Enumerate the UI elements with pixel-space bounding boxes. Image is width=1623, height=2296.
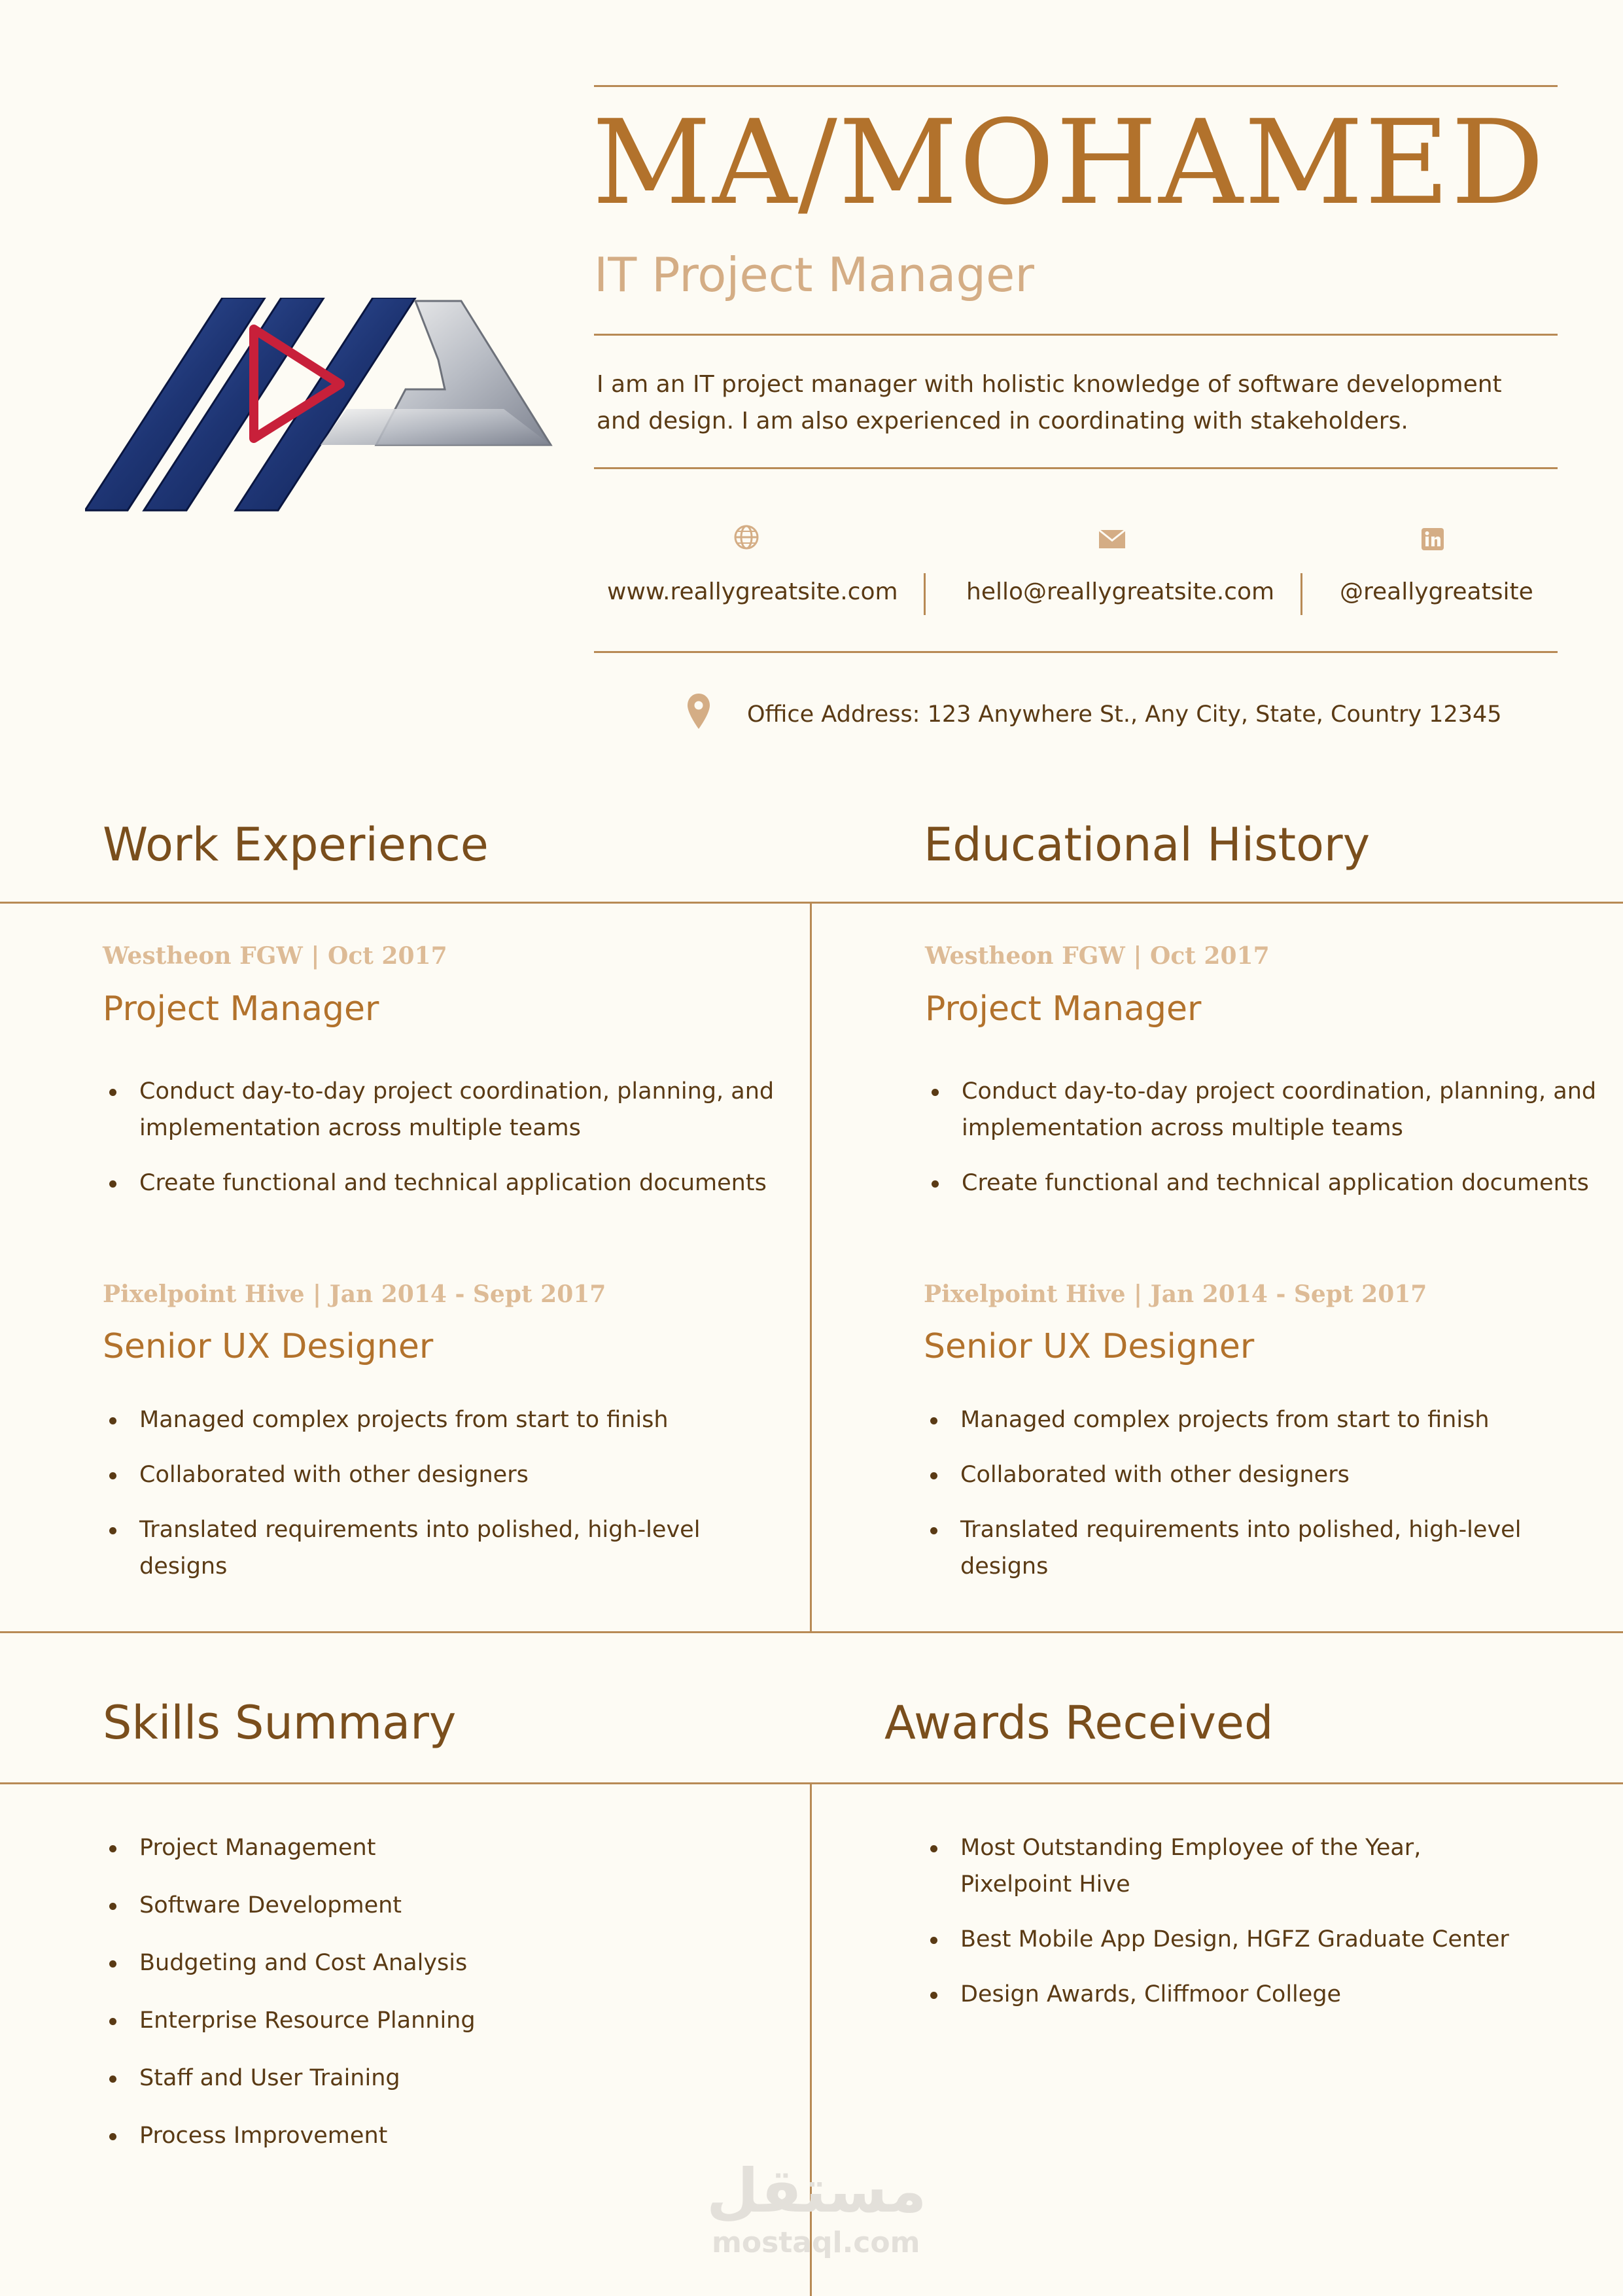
list-item: Software Development (139, 1887, 787, 1924)
mail-icon (1098, 529, 1126, 550)
profile-summary: I am an IT project manager with holistic knowledge of software development and design. I am also experienced in coordinating with stakeholders. (597, 371, 1502, 434)
candidate-role: IT Project Manager (594, 247, 1034, 302)
list-item: Enterprise Resource Planning (139, 2002, 787, 2039)
list-item: Create functional and technical application documents (139, 1165, 787, 1201)
educational-history-title: Educational History (924, 818, 1370, 872)
work-job-1-bullets (103, 1073, 787, 1220)
list-item: Conduct day-to-day project coordination, planning, and implementation across multiple teams (962, 1073, 1609, 1146)
edu-entry-1-role: Project Manager (925, 989, 1202, 1029)
logo (85, 298, 556, 517)
list-item: Collaborated with other designers (960, 1457, 1608, 1493)
list-item: Collaborated with other designers (139, 1457, 787, 1493)
header-rule-2 (594, 334, 1558, 336)
edu-entry-2-role: Senior UX Designer (924, 1327, 1255, 1366)
column-divider-top (810, 902, 812, 1633)
candidate-name: MA/MOHAMED (592, 95, 1546, 230)
list-item: Design Awards, Cliffmoor College (960, 1976, 1536, 2013)
list-item: Managed complex projects from start to finish (960, 1402, 1608, 1438)
edu-entry-2-bullets (924, 1402, 1608, 1603)
office-address: Office Address: 123 Anywhere St., Any City, State, Country 12345 (747, 701, 1502, 728)
location-pin-icon (686, 692, 712, 730)
globe-icon (733, 523, 760, 551)
list-item: Most Outstanding Employee of the Year, Pixelpoint Hive (960, 1829, 1536, 1903)
email-link[interactable]: hello@reallygreatsite.com (966, 578, 1275, 605)
work-job-2-bullets (103, 1402, 787, 1603)
edu-entry-1-bullets (925, 1073, 1609, 1220)
social-handle-link[interactable]: @reallygreatsite (1340, 578, 1533, 605)
work-job-1-org: Westheon FGW | Oct 2017 (103, 942, 447, 970)
awards-received-title: Awards Received (884, 1696, 1274, 1750)
list-item: Create functional and technical application documents (962, 1165, 1609, 1201)
skills-summary-title: Skills Summary (103, 1696, 457, 1750)
watermark-latin: mostaql.com (712, 2226, 920, 2259)
watermark-arabic: مستقل (707, 2156, 927, 2226)
website-link[interactable]: www.reallygreatsite.com (607, 578, 898, 605)
header-rule-3 (594, 467, 1558, 469)
skills-list (103, 1829, 787, 2175)
list-item: Translated requirements into polished, high-level designs (139, 1511, 787, 1585)
awards-list (924, 1829, 1536, 2031)
work-job-2-role: Senior UX Designer (103, 1327, 434, 1366)
header-rule-top (594, 85, 1558, 87)
list-item: Project Management (139, 1829, 787, 1866)
contact-divider-2 (1300, 573, 1302, 615)
work-job-1-role: Project Manager (103, 989, 379, 1029)
edu-entry-1-org: Westheon FGW | Oct 2017 (925, 942, 1270, 970)
edu-entry-2-org: Pixelpoint Hive | Jan 2014 - Sept 2017 (924, 1280, 1427, 1308)
list-item: Process Improvement (139, 2117, 787, 2154)
list-item: Staff and User Training (139, 2060, 787, 2096)
work-experience-title: Work Experience (103, 818, 489, 872)
header-rule-4 (594, 651, 1558, 653)
section-rule-2 (0, 1631, 1623, 1633)
work-job-2-org: Pixelpoint Hive | Jan 2014 - Sept 2017 (103, 1280, 606, 1308)
list-item: Translated requirements into polished, high-level designs (960, 1511, 1608, 1585)
list-item: Conduct day-to-day project coordination, planning, and implementation across multiple teams (139, 1073, 787, 1146)
list-item: Best Mobile App Design, HGFZ Graduate Center (960, 1921, 1536, 1958)
list-item: Managed complex projects from start to finish (139, 1402, 787, 1438)
linkedin-icon (1421, 527, 1444, 551)
contact-divider-1 (924, 573, 926, 615)
list-item: Budgeting and Cost Analysis (139, 1945, 787, 1981)
